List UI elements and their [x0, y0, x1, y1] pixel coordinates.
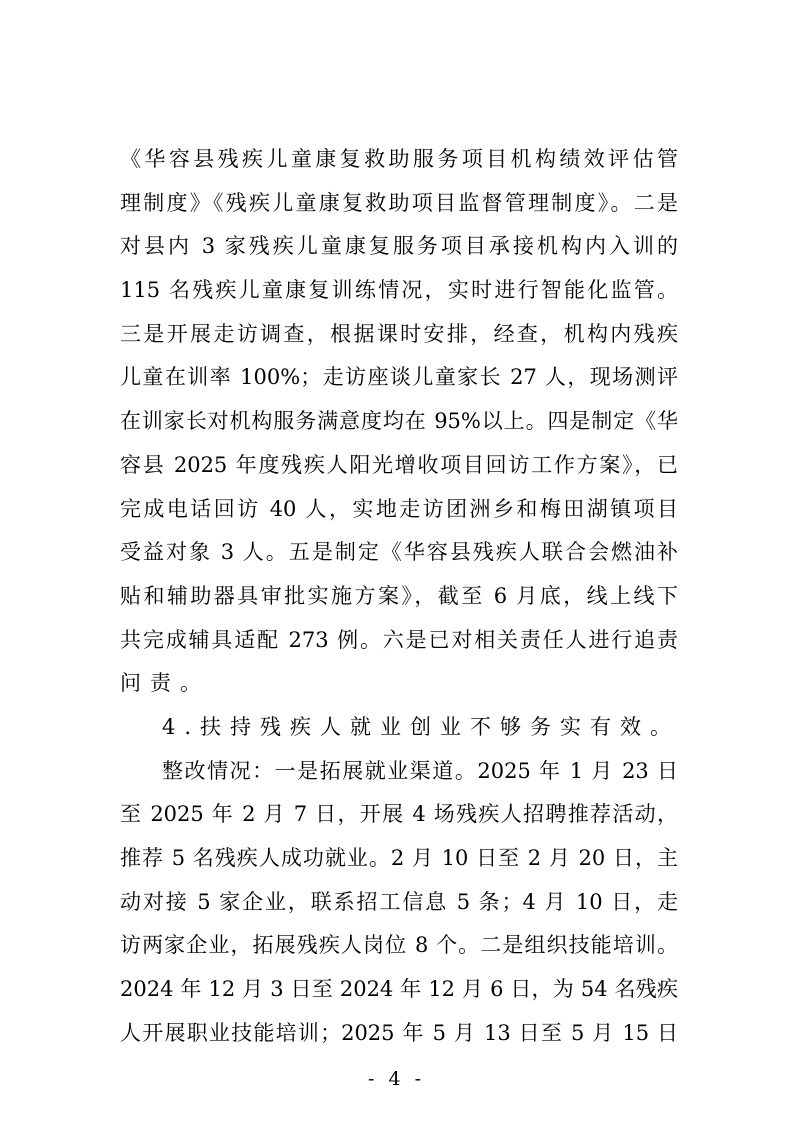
- text-line: 贴和辅助器具审批实施方案》，截至 6 月底，线上线下: [120, 583, 678, 608]
- body-text: [120, 138, 681, 1055]
- text-line: 问责。: [120, 671, 210, 696]
- text-line: 受益对象 3 人。五是制定《华容县残疾人联合会燃油补: [120, 540, 678, 565]
- text-line: 动对接 5 家企业，联系招工信息 5 条；4 月 10 日，走: [120, 889, 678, 914]
- page-number: - 4 -: [367, 1068, 425, 1090]
- text-line: 理制度》《残疾儿童康复救助项目监督管理制度》。二是: [120, 190, 678, 215]
- text-line: 《华容县残疾儿童康复救助服务项目机构绩效评估管: [120, 147, 678, 171]
- text-line: 访两家企业，拓展残疾人岗位 8 个。二是组织技能培训。: [120, 933, 678, 958]
- text-line: 三是开展走访调查，根据课时安排，经查，机构内残疾: [120, 321, 678, 346]
- text-line: 推荐 5 名残疾人成功就业。2 月 10 日至 2 月 20 日，主: [120, 846, 678, 870]
- text-line: 至 2025 年 2 月 7 日，开展 4 场残疾人招聘推荐活动，: [120, 802, 678, 827]
- text-line: 2024 年 12 月 3 日至 2024 年 12 月 6 日，为 54 名残疾: [120, 977, 678, 1002]
- text-line: 完成电话回访 40 人，实地走访团洲乡和梅田湖镇项目: [120, 496, 678, 521]
- text-line: 对县内 3 家残疾儿童康复服务项目承接机构内入训的: [120, 234, 678, 259]
- section-heading: 4.扶持残疾人就业创业不够务实有效。: [162, 714, 681, 739]
- text-line: 容县 2025 年度残疾人阳光增收项目回访工作方案》，已: [120, 452, 678, 477]
- text-line: 在训家长对机构服务满意度均在 95%以上。四是制定《华: [120, 409, 678, 434]
- text-line: 115 名残疾儿童康复训练情况，实时进行智能化监管。: [120, 278, 678, 303]
- text-line: 共完成辅具适配 273 例。六是已对相关责任人进行追责: [120, 627, 678, 652]
- text-line: 整改情况：一是拓展就业渠道。2025 年 1 月 23 日: [162, 758, 678, 783]
- text-line: 儿童在训率 100%；走访座谈儿童家长 27 人，现场测评: [120, 365, 678, 390]
- text-line: 人开展职业技能培训；2025 年 5 月 13 日至 5 月 15 日: [120, 1020, 678, 1045]
